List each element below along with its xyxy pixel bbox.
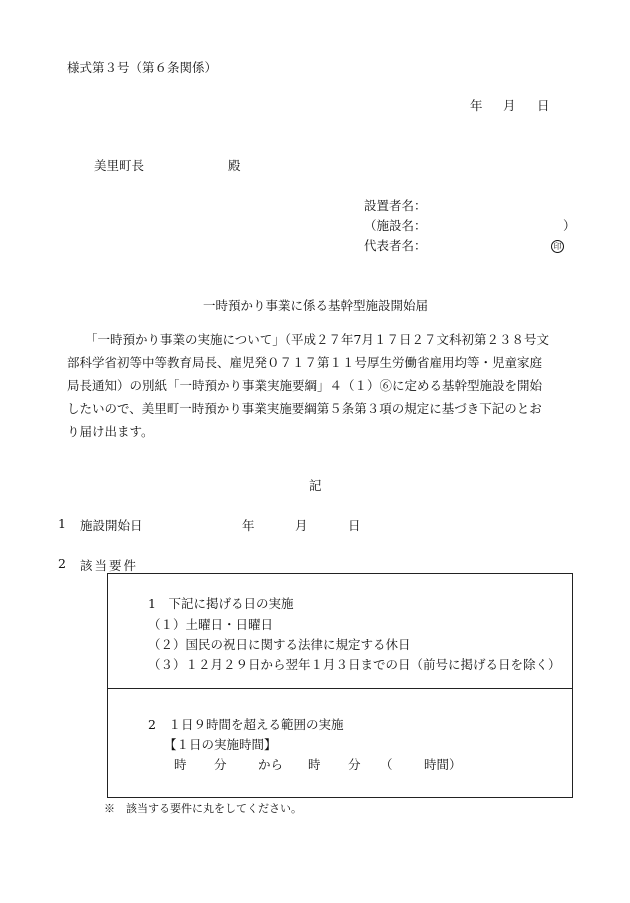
seal-mark: 印 (551, 240, 564, 253)
date-month: 月 (503, 98, 516, 113)
facility-label: （施設名： (364, 218, 427, 233)
facility-close: ） (563, 218, 576, 233)
time-minute-1: 分 (214, 757, 227, 772)
body-paragraph (67, 328, 582, 443)
document-title: 一時預かり事業に係る基幹型施設開始届 (203, 298, 429, 313)
requirement-1-item: （１）土曜日・日曜日 (148, 617, 274, 632)
time-from: から (258, 757, 284, 772)
footnote: ※ 該当する要件に丸をしてください。 (104, 802, 302, 815)
body-line: 部科学省初等中等教育局長、雇児発０７１７第１１号厚生労働省雇用均等・児童家庭 (67, 355, 543, 370)
addressee-name: 美里町長 (94, 158, 145, 173)
item-1-label: 施設開始日 (80, 518, 143, 533)
representative-label: 代表者名： (364, 238, 427, 253)
time-paren-open: （ (380, 757, 393, 772)
item-1-year: 年 (242, 518, 255, 533)
item-2-label: 該当要件 (80, 558, 139, 573)
date-day: 日 (537, 98, 550, 113)
body-line: したいので、美里町一時預かり事業実施要綱第５条第３項の規定に基づき下記のとお (67, 401, 542, 416)
body-line: 局長通知）の別紙「一時預かり事業実施要綱」４（１）⑥に定める基幹型施設を開始 (67, 378, 543, 393)
requirement-2-subtitle: 【１日の実施時間】 (164, 737, 277, 752)
ki-heading: 記 (309, 478, 322, 493)
requirements-divider (108, 688, 572, 689)
requirement-1-item: （３）１２月２９日から翌年１月３日までの日（前号に掲げる日を除く） (148, 657, 561, 672)
addressee-honorific: 殿 (228, 158, 241, 173)
item-1-month: 月 (295, 518, 308, 533)
requirement-1-title: 1 下記に掲げる日の実施 (148, 596, 294, 611)
body-line: 「一時預かり事業の実施について」（平成２７年7月１７日２７文科初第２３８号文 (85, 332, 549, 347)
requirement-2-title: 2 １日９時間を超える範囲の実施 (148, 717, 344, 732)
date-year: 年 (470, 98, 483, 113)
time-minute-2: 分 (348, 757, 361, 772)
form-number: 様式第３号（第６条関係） (67, 60, 218, 75)
time-hour-2: 時 (308, 757, 321, 772)
requirements-box (107, 573, 573, 798)
time-hours-total: 時間） (424, 757, 462, 772)
installer-label: 設置者名： (364, 198, 427, 213)
item-1-day: 日 (348, 518, 361, 533)
item-2-number: 2 (58, 556, 66, 571)
item-1-number: 1 (58, 516, 66, 531)
time-hour-1: 時 (174, 757, 187, 772)
requirement-1-item: （２）国民の祝日に関する法律に規定する休日 (148, 637, 411, 652)
body-line: り届け出ます。 (67, 424, 154, 439)
